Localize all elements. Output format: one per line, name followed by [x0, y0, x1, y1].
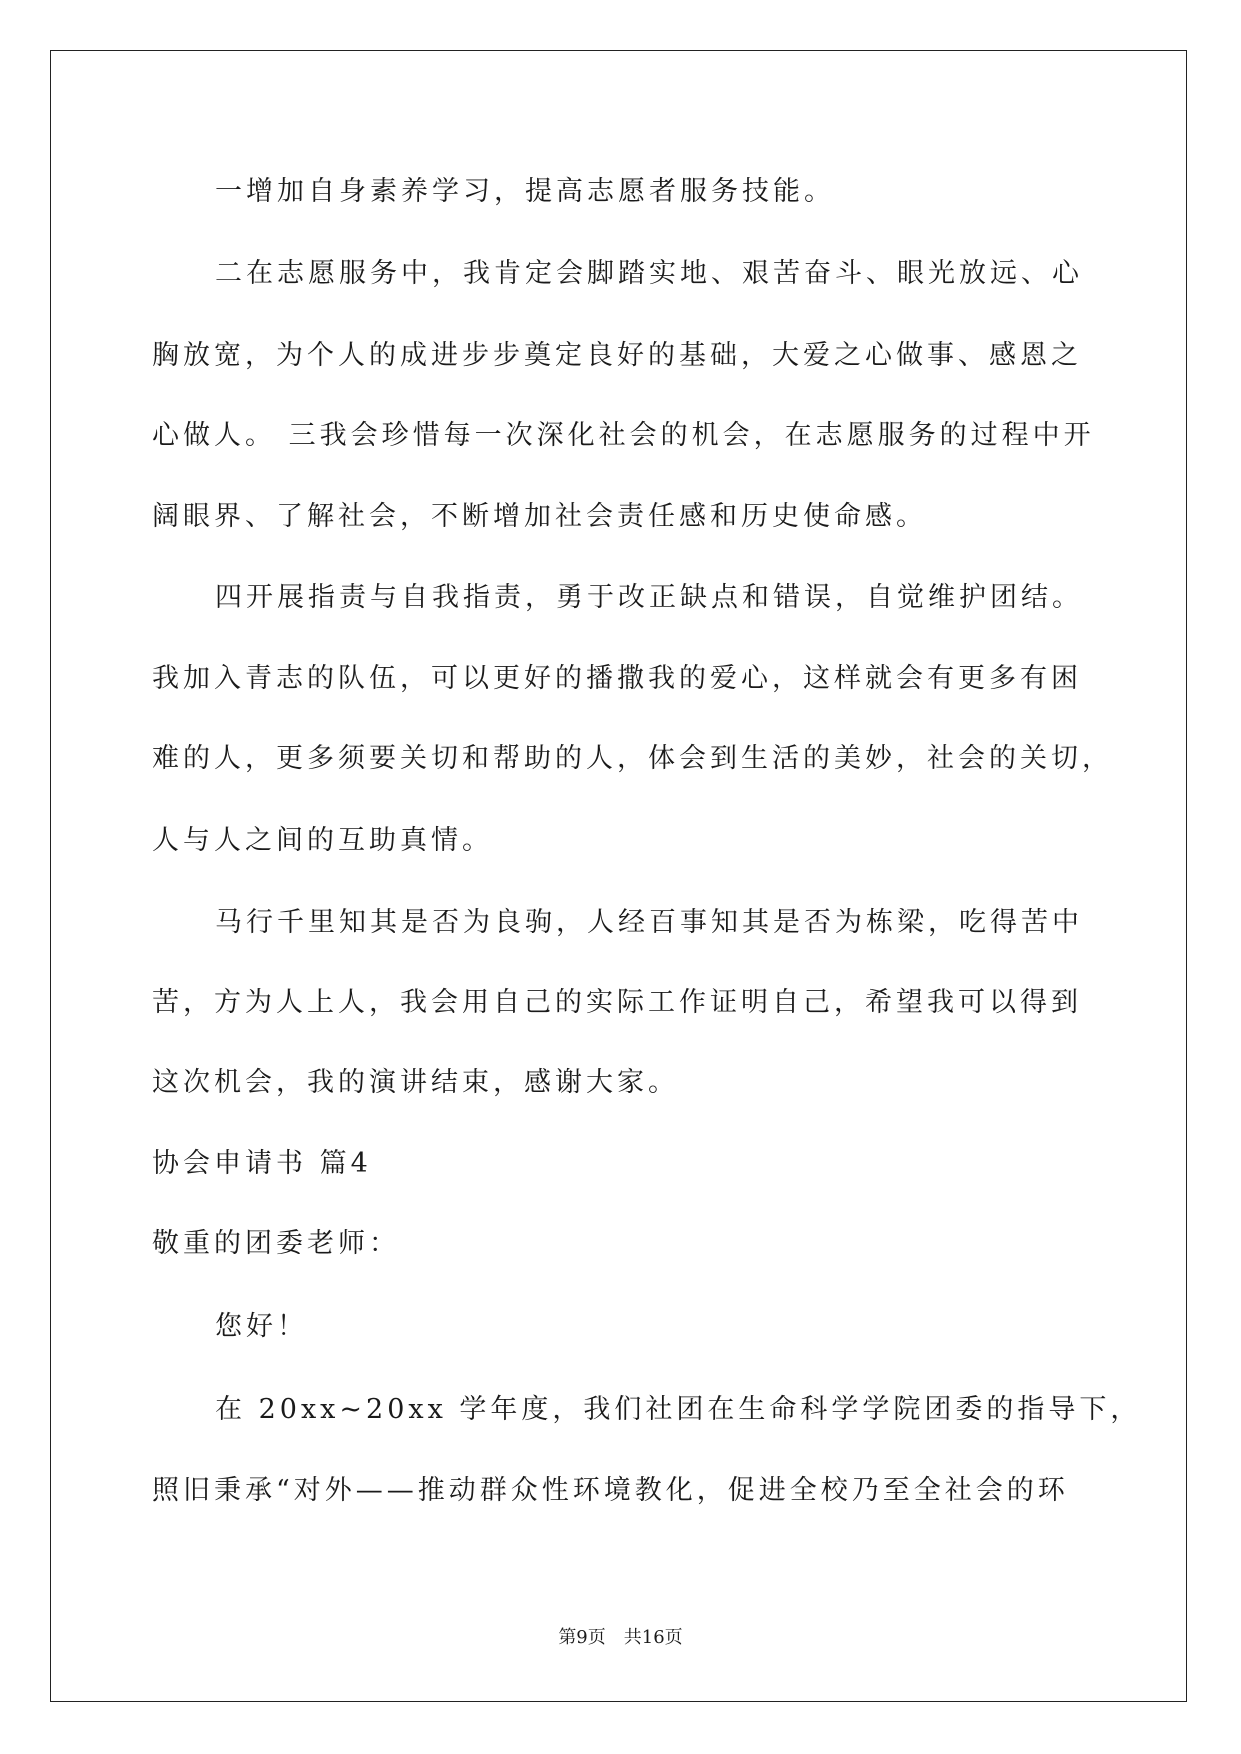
text-line: 四开展指责与自我指责，勇于改正缺点和错误，自觉维护团结。	[215, 582, 1083, 613]
page-footer	[0, 1627, 1241, 1649]
text-line: 难的人，更多须要关切和帮助的人，体会到生活的美妙，社会的关切，	[152, 743, 1113, 774]
greeting: 您好！	[215, 1311, 308, 1342]
text-line: 人与人之间的互助真情。	[152, 825, 493, 856]
salutation: 敬重的团委老师：	[152, 1228, 400, 1259]
text-line: 马行千里知其是否为良驹，人经百事知其是否为栋梁，吃得苦中	[215, 907, 1083, 938]
text-line: 一增加自身素养学习，提高志愿者服务技能。	[215, 176, 835, 207]
section-heading: 协会申请书 篇4	[152, 1148, 372, 1179]
text-line: 二在志愿服务中，我肯定会脚踏实地、艰苦奋斗、眼光放远、心	[215, 258, 1083, 289]
text-line: 心做人。 三我会珍惜每一次深化社会的机会，在志愿服务的过程中开	[152, 420, 1095, 451]
text-line: 这次机会，我的演讲结束，感谢大家。	[152, 1067, 679, 1098]
text-line: 我加入青志的队伍，可以更好的播撒我的爱心，这样就会有更多有困	[152, 663, 1082, 694]
text-line: 照旧秉承“对外——推动群众性环境教化，促进全校乃至全社会的环	[152, 1475, 1069, 1506]
text-line: 阔眼界、了解社会，不断增加社会责任感和历史使命感。	[152, 501, 927, 532]
text-line: 在 20xx~20xx 学年度，我们社团在生命科学学院团委的指导下，	[215, 1394, 1142, 1425]
page-total: 共16页	[623, 1627, 683, 1648]
text-line: 胸放宽，为个人的成进步步奠定良好的基础，大爱之心做事、感恩之	[152, 340, 1082, 371]
page-border	[50, 50, 1187, 1702]
text-line: 苦，方为人上人，我会用自己的实际工作证明自己，希望我可以得到	[152, 987, 1082, 1018]
page-number: 第9页	[558, 1627, 606, 1648]
